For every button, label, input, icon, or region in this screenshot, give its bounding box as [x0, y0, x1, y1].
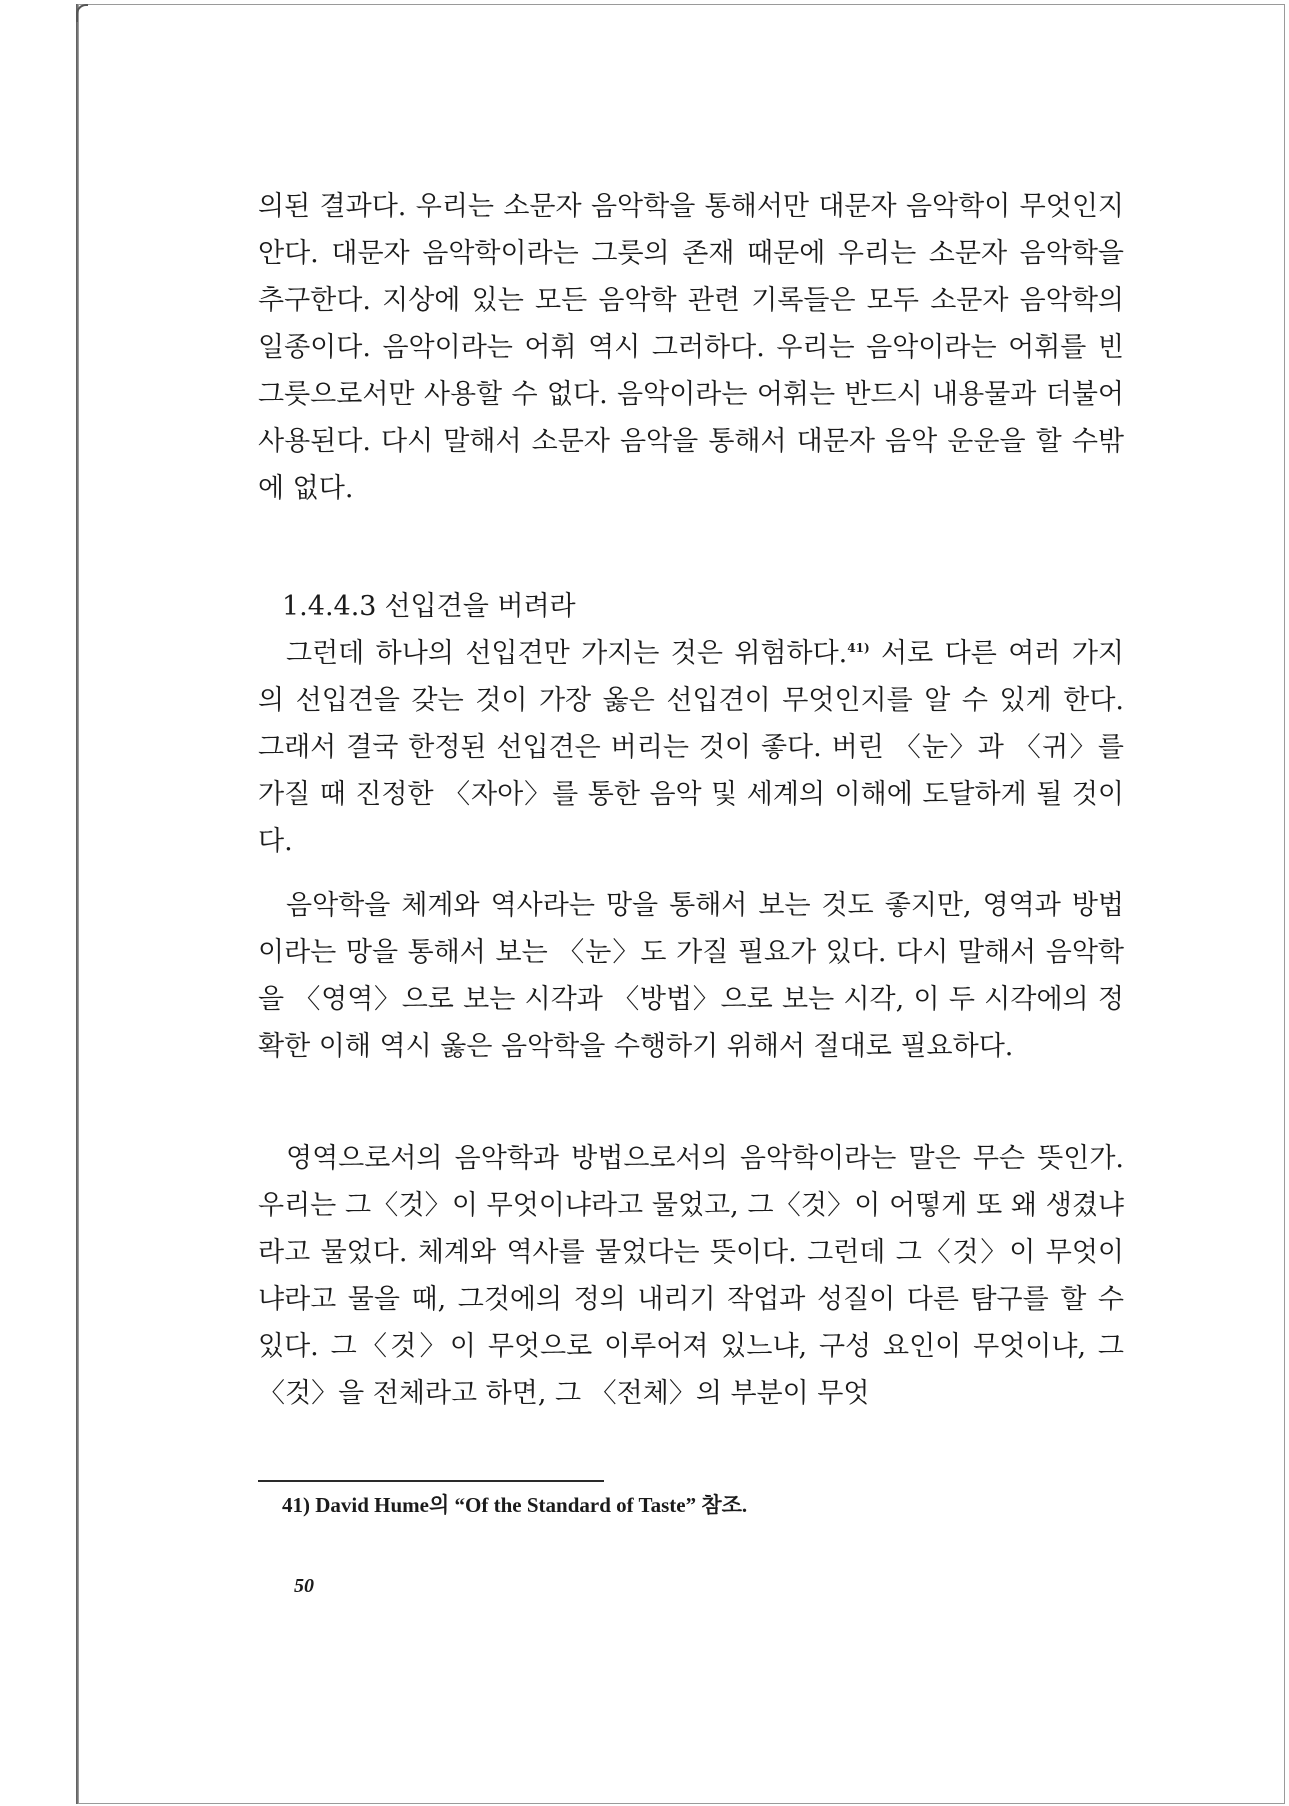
paragraph-text: 의된 결과다. 우리는 소문자 음악학을 통해서만 대문자 음악학이 무엇인지 안다. 대문자 음악학이라는 그릇의 존재 때문에 우리는 소문자 음악학을 추구한다. 지상에 있는 모든 음악학 관련 기록들은 모두 소문자 음악학의 일종이다. 음악이라는 어휘 역시 그러하다. 우리는 음악이라는 어휘를 빈 그릇으로서만 사용할 수 없다. 음악이라는 어휘는 반드시 내용물과 더불어 사용된다. 다시 말해서 소문자 음악을 통해서 대문자 음악 운운을 할 수밖에 없다. — [258, 191, 1124, 504]
paragraph-text-part: 그런데 하나의 선입견만 가지는 것은 위험하다. — [286, 638, 848, 669]
page-corner — [76, 4, 88, 22]
paragraph-text-part: 서로 다른 여러 가지의 선입견을 갖는 것이 가장 옳은 선입견이 무엇인지를 알 수 있게 한다. 그래서 결국 한정된 선입견은 버리는 것이 좋다. 버린 〈눈〉과 〈귀〉를 가질 때 진정한 〈자아〉를 통한 음악 및 세계의 이해에 도달하게 될 것이다. — [258, 638, 1124, 857]
paragraph-system-history — [258, 882, 1124, 1070]
footnote-divider — [258, 1480, 604, 1482]
page-number: 50 — [294, 1575, 314, 1597]
section-number: 1.4.4.3 — [282, 591, 377, 622]
paragraph-domain-method — [258, 1135, 1124, 1417]
paragraph-text — [258, 630, 1124, 865]
footnote-reference[interactable]: 41) — [847, 641, 870, 655]
paragraph-preconception — [258, 630, 1124, 865]
section-title: 선입견을 버려라 — [384, 591, 576, 622]
footnote: 41) David Hume의 “Of the Standard of Taste” 참조. — [282, 1493, 748, 1517]
paragraph-text: 음악학을 체계와 역사라는 망을 통해서 보는 것도 좋지만, 영역과 방법이라는 망을 통해서 보는 〈눈〉도 가질 필요가 있다. 다시 말해서 음악학을 〈영역〉으로 보는 시각과 〈방법〉으로 보는 시각, 이 두 시각에의 정확한 이해 역시 옳은 음악학을 수행하기 위해서 절대로 필요하다. — [258, 890, 1124, 1062]
section-heading — [282, 587, 982, 627]
paragraph-text: 영역으로서의 음악학과 방법으로서의 음악학이라는 말은 무슨 뜻인가. 우리는 그〈것〉이 무엇이냐라고 물었고, 그〈것〉이 어떻게 또 왜 생겼냐라고 물었다. 체계와 역사를 물었다는 뜻이다. 그런데 그〈것〉이 무엇이냐라고 물을 때, 그것에의 정의 내리기 작업과 성질이 다른 탐구를 할 수 있다. 그〈것〉이 무엇으로 이루어져 있느냐, 구성 요인이 무엇이냐, 그〈것〉을 전체라고 하면, 그 〈전체〉의 부분이 무엇 — [258, 1143, 1124, 1409]
paragraph-continuation — [258, 183, 1124, 512]
